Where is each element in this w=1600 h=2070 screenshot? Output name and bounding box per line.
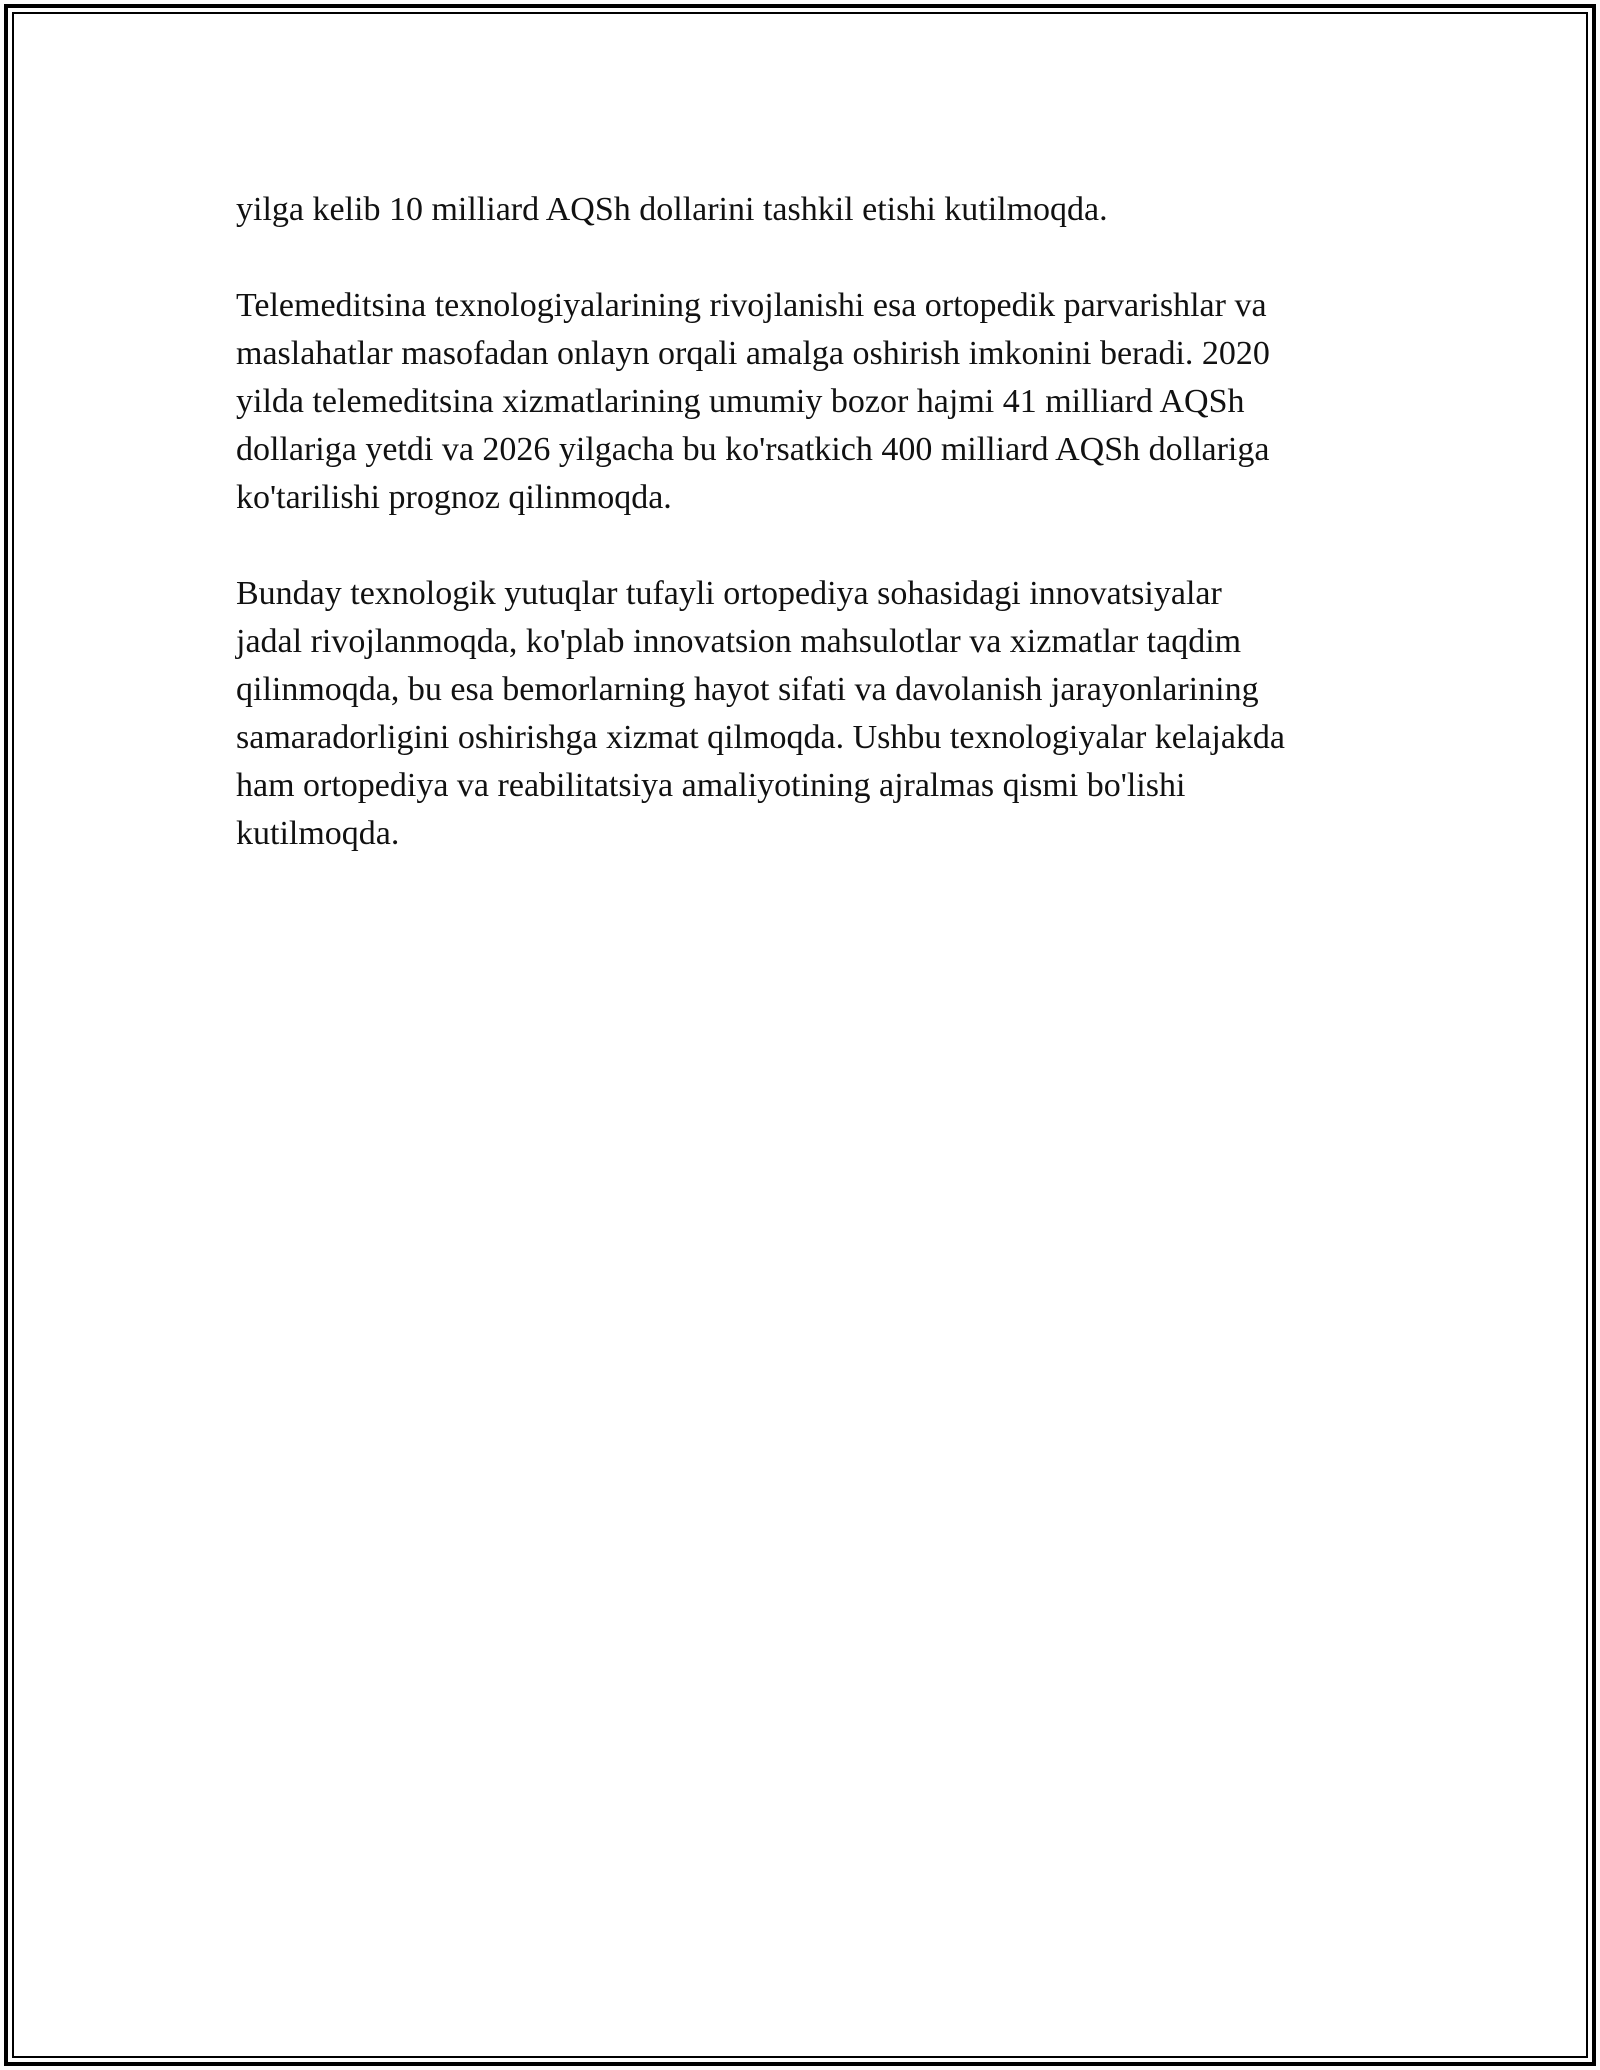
text-line: samaradorligini oshirishga xizmat qilmoqda. Ushbu texnologiyalar kelajakda: [236, 719, 1286, 756]
text-line: yilda telemeditsina xizmatlarining umumiy bozor hajmi 41 milliard AQSh: [236, 383, 1245, 420]
text-line: ko'tarilishi prognoz qilinmoqda.: [236, 479, 672, 516]
text-line: kutilmoqda.: [236, 815, 400, 852]
text-line: ham ortopediya va reabilitatsiya amaliyotining ajralmas qismi bo'lishi: [236, 767, 1186, 804]
paragraph-1: [236, 186, 1376, 234]
document-body: [236, 186, 1376, 906]
paragraph-2: [236, 282, 1376, 522]
text-line: qilinmoqda, bu esa bemorlarning hayot sifati va davolanish jarayonlarining: [236, 671, 1259, 708]
paragraph-3: [236, 570, 1376, 858]
text-line: dollariga yetdi va 2026 yilgacha bu ko'rsatkich 400 milliard AQSh dollariga: [236, 431, 1270, 468]
text-line: jadal rivojlanmoqda, ko'plab innovatsion mahsulotlar va xizmatlar taqdim: [236, 623, 1242, 660]
text-line: Bunday texnologik yutuqlar tufayli ortopediya sohasidagi innovatsiyalar: [236, 575, 1222, 612]
text-line: yilga kelib 10 milliard AQSh dollarini tashkil etishi kutilmoqda.: [236, 191, 1108, 228]
text-line: maslahatlar masofadan onlayn orqali amalga oshirish imkonini beradi. 2020: [236, 335, 1270, 372]
text-line: Telemeditsina texnologiyalarining rivojlanishi esa ortopedik parvarishlar va: [236, 287, 1267, 324]
